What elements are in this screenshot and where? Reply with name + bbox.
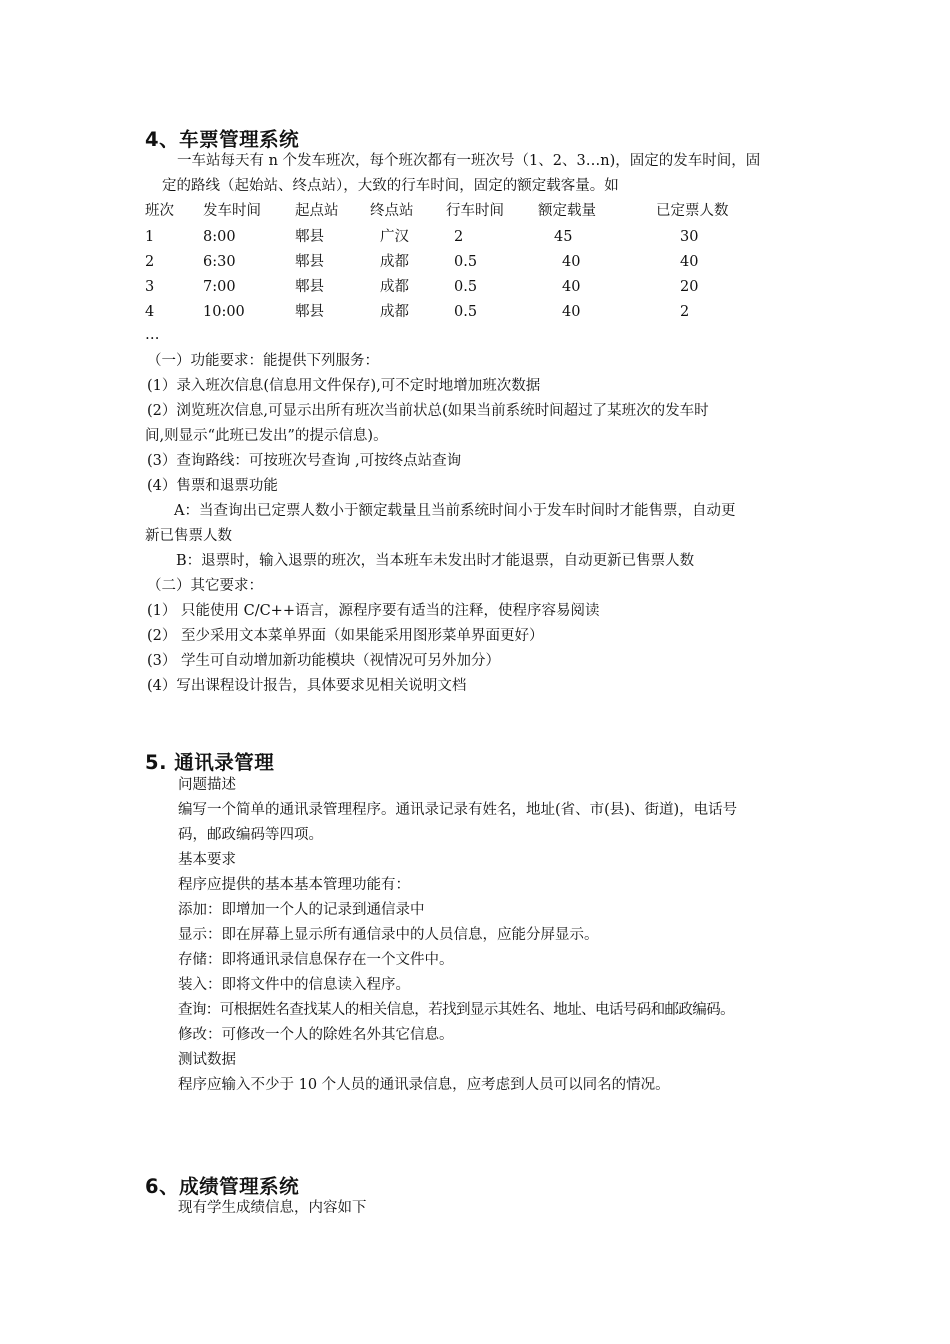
paragraph-line: 修改：可修改一个人的除姓名外其它信息。 (178, 1027, 454, 1043)
table-cell: 3 (145, 279, 155, 295)
requirement-subitem-continuation: 新已售票人数 (145, 528, 232, 544)
table-cell: 郫县 (295, 254, 324, 270)
table-cell: 45 (554, 229, 573, 245)
table-header-cell: 班次 (145, 203, 174, 219)
requirement-subitem: B：退票时，输入退票的班次，当本班车未发出时才能退票，自动更新已售票人数 (176, 553, 695, 569)
requirement-item: (2）浏览班次信息,可显示出所有班次当前状总(如果当前系统时间超过了某班次的发车时 (147, 403, 709, 419)
table-ellipsis: … (145, 327, 160, 343)
requirement-item: (4）售票和退票功能 (147, 478, 278, 494)
section-5-heading: 5. 通讯录管理 (145, 751, 275, 774)
table-cell: 40 (562, 254, 581, 270)
requirement-item: (1）录入班次信息(信息用文件保存),可不定时地增加班次数据 (147, 378, 541, 394)
table-cell: 8:00 (203, 229, 236, 245)
table-cell: 10:00 (203, 304, 245, 320)
table-cell: 成都 (380, 279, 409, 295)
table-header-cell: 行车时间 (446, 203, 504, 219)
paragraph-line: 编写一个简单的通讯录管理程序。通讯录记录有姓名，地址(省、市(县)、街道)，电话号 (178, 802, 738, 818)
section-4-heading: 4、车票管理系统 (145, 128, 300, 151)
paragraph-line: 码，邮政编码等四项。 (178, 827, 323, 843)
table-cell: 6:30 (203, 254, 236, 270)
table-header-cell: 发车时间 (203, 203, 261, 219)
paragraph-line: 现有学生成绩信息，内容如下 (178, 1200, 367, 1216)
table-cell: 7:00 (203, 279, 236, 295)
table-cell: 广汉 (380, 229, 409, 245)
requirement-item: (3） 学生可自动增加新功能模块（视情况可另外加分） (147, 653, 500, 669)
requirement-item: (1） 只能使用 C/C++语言，源程序要有适当的注释，使程序容易阅读 (147, 603, 600, 619)
table-header-cell: 已定票人数 (656, 203, 729, 219)
table-cell: 0.5 (454, 279, 478, 295)
table-cell: 20 (680, 279, 699, 295)
paragraph-line: 程序应输入不少于 10 个人员的通讯录信息，应考虑到人员可以同名的情况。 (178, 1077, 670, 1093)
paragraph-line: 显示：即在屏幕上显示所有通信录中的人员信息，应能分屏显示。 (178, 927, 599, 943)
requirement-item: (4）写出课程设计报告，具体要求见相关说明文档 (147, 678, 467, 694)
requirement-item: (3）查询路线：可按班次号查询 ,可按终点站查询 (147, 453, 462, 469)
section-4-intro-line2: 定的路线（起始站、终点站），大致的行车时间，固定的额定载客量。如 (162, 178, 619, 194)
requirement-item: (2） 至少采用文本菜单界面（如果能采用图形菜单界面更好） (147, 628, 544, 644)
table-header-cell: 额定载量 (538, 203, 596, 219)
paragraph-line: 基本要求 (178, 852, 236, 868)
function-requirements-title: （一）功能要求：能提供下列服务： (147, 353, 379, 369)
table-cell: 4 (145, 304, 155, 320)
table-cell: 40 (562, 279, 581, 295)
table-cell: 30 (680, 229, 699, 245)
table-cell: 成都 (380, 304, 409, 320)
table-cell: 2 (680, 304, 690, 320)
table-cell: 郫县 (295, 229, 324, 245)
paragraph-line: 程序应提供的基本基本管理功能有： (178, 877, 410, 893)
requirement-subitem: A：当查询出已定票人数小于额定载量且当前系统时间小于发车时间时才能售票，自动更 (174, 503, 736, 519)
paragraph-line: 存储：即将通讯录信息保存在一个文件中。 (178, 952, 454, 968)
table-header-cell: 终点站 (370, 203, 414, 219)
table-cell: 0.5 (454, 254, 478, 270)
paragraph-line: 装入：即将文件中的信息读入程序。 (178, 977, 410, 993)
other-requirements-title: （二）其它要求： (147, 578, 263, 594)
paragraph-line: 问题描述 (178, 777, 236, 793)
table-cell: 郫县 (295, 304, 324, 320)
paragraph-line: 查询：可根据姓名查找某人的相关信息，若找到显示其姓名、地址、电话号码和邮政编码。 (178, 1002, 734, 1018)
table-header-cell: 起点站 (295, 203, 339, 219)
table-cell: 40 (680, 254, 699, 270)
section-6-heading: 6、成绩管理系统 (145, 1175, 300, 1198)
table-cell: 2 (454, 229, 464, 245)
table-cell: 郫县 (295, 279, 324, 295)
paragraph-line: 添加：即增加一个人的记录到通信录中 (178, 902, 425, 918)
section-4-intro-line1: 一车站每天有 n 个发车班次，每个班次都有一班次号（1、2、3…n)，固定的发车时间，固 (177, 153, 761, 169)
table-cell: 2 (145, 254, 155, 270)
table-cell: 40 (562, 304, 581, 320)
table-cell: 0.5 (454, 304, 478, 320)
paragraph-line: 测试数据 (178, 1052, 236, 1068)
table-cell: 1 (145, 229, 155, 245)
table-cell: 成都 (380, 254, 409, 270)
requirement-item-continuation: 间,则显示“此班已发出”的提示信息)。 (145, 428, 388, 444)
